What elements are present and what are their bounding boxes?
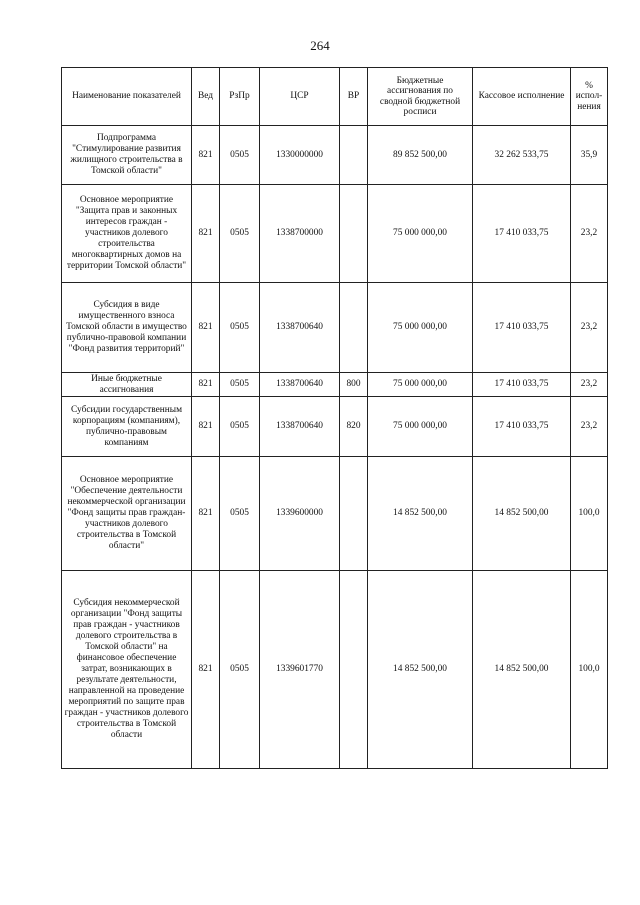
cell-pct: 35,9 xyxy=(571,126,608,185)
cell-vr: 820 xyxy=(340,397,368,457)
table-header-row xyxy=(62,68,608,126)
budget-execution-table xyxy=(61,67,608,769)
cell-pct: 23,2 xyxy=(571,185,608,283)
cell-vr xyxy=(340,283,368,373)
cell-budget: 75 000 000,00 xyxy=(368,283,473,373)
cell-pct: 100,0 xyxy=(571,571,608,769)
cell-vr xyxy=(340,185,368,283)
header-budget: Бюджетные ассигнования по сводной бюджетной росписи xyxy=(368,68,473,126)
cell-vr xyxy=(340,571,368,769)
cell-pct: 100,0 xyxy=(571,457,608,571)
cell-vr xyxy=(340,126,368,185)
cell-pct: 23,2 xyxy=(571,397,608,457)
cell-pct: 23,2 xyxy=(571,373,608,397)
cell-cash: 17 410 033,75 xyxy=(473,373,571,397)
cell-cash: 32 262 533,75 xyxy=(473,126,571,185)
cell-rzpr: 0505 xyxy=(220,397,260,457)
page-number: 264 xyxy=(310,38,330,53)
header-rzpr: РзПр xyxy=(220,68,260,126)
header-csr: ЦСР xyxy=(260,68,340,126)
header-ved: Вед xyxy=(192,68,220,126)
cell-cash: 14 852 500,00 xyxy=(473,457,571,571)
cell-ved: 821 xyxy=(192,457,220,571)
header-name: Наименование показателей xyxy=(62,68,192,126)
cell-budget: 75 000 000,00 xyxy=(368,185,473,283)
cell-name: Подпрограмма "Стимулирование развития жилищного строительства в Томской области" xyxy=(62,126,192,185)
cell-rzpr: 0505 xyxy=(220,457,260,571)
cell-vr xyxy=(340,457,368,571)
cell-name: Основное мероприятие "Защита прав и законных интересов граждан - участников долевого строительства многоквартирных домов на территории Томской области" xyxy=(62,185,192,283)
cell-vr: 800 xyxy=(340,373,368,397)
table-row xyxy=(62,397,608,457)
cell-name: Субсидия некоммерческой организации "Фонд защиты прав граждан - участников долевого строительства в Томской области" на финансовое обеспечение затрат, возникающих в результате деятельности, направленной на проведение мероприятий по защите прав граждан - участников долевого строительства в Томской области xyxy=(62,571,192,769)
cell-budget: 75 000 000,00 xyxy=(368,373,473,397)
cell-csr: 1338700640 xyxy=(260,283,340,373)
cell-csr: 1339601770 xyxy=(260,571,340,769)
cell-ved: 821 xyxy=(192,571,220,769)
cell-ved: 821 xyxy=(192,373,220,397)
table-row xyxy=(62,126,608,185)
cell-ved: 821 xyxy=(192,185,220,283)
table-row xyxy=(62,457,608,571)
cell-cash: 17 410 033,75 xyxy=(473,283,571,373)
cell-rzpr: 0505 xyxy=(220,373,260,397)
table-row xyxy=(62,185,608,283)
header-cash: Кассовое исполнение xyxy=(473,68,571,126)
cell-name: Иные бюджетные ассигнования xyxy=(62,373,192,397)
cell-rzpr: 0505 xyxy=(220,126,260,185)
table-row xyxy=(62,283,608,373)
cell-csr: 1338700000 xyxy=(260,185,340,283)
header-vr: ВР xyxy=(340,68,368,126)
cell-csr: 1338700640 xyxy=(260,373,340,397)
cell-csr: 1339600000 xyxy=(260,457,340,571)
header-pct: % испол-нения xyxy=(571,68,608,126)
cell-budget: 14 852 500,00 xyxy=(368,571,473,769)
cell-cash: 17 410 033,75 xyxy=(473,397,571,457)
cell-name: Субсидия в виде имущественного взноса Томской области в имущество публично-правовой компании "Фонд развития территорий" xyxy=(62,283,192,373)
cell-cash: 17 410 033,75 xyxy=(473,185,571,283)
cell-name: Субсидии государственным корпорациям (компаниям), публично-правовым компаниям xyxy=(62,397,192,457)
cell-rzpr: 0505 xyxy=(220,571,260,769)
cell-pct: 23,2 xyxy=(571,283,608,373)
cell-cash: 14 852 500,00 xyxy=(473,571,571,769)
cell-budget: 89 852 500,00 xyxy=(368,126,473,185)
cell-csr: 1330000000 xyxy=(260,126,340,185)
cell-rzpr: 0505 xyxy=(220,185,260,283)
table-row xyxy=(62,373,608,397)
cell-ved: 821 xyxy=(192,397,220,457)
cell-csr: 1338700640 xyxy=(260,397,340,457)
cell-ved: 821 xyxy=(192,126,220,185)
cell-name: Основное мероприятие "Обеспечение деятельности некоммерческой организации "Фонд защиты прав граждан-участников долевого строительства в Томской области" xyxy=(62,457,192,571)
cell-budget: 14 852 500,00 xyxy=(368,457,473,571)
cell-budget: 75 000 000,00 xyxy=(368,397,473,457)
table-row xyxy=(62,571,608,769)
cell-rzpr: 0505 xyxy=(220,283,260,373)
cell-ved: 821 xyxy=(192,283,220,373)
